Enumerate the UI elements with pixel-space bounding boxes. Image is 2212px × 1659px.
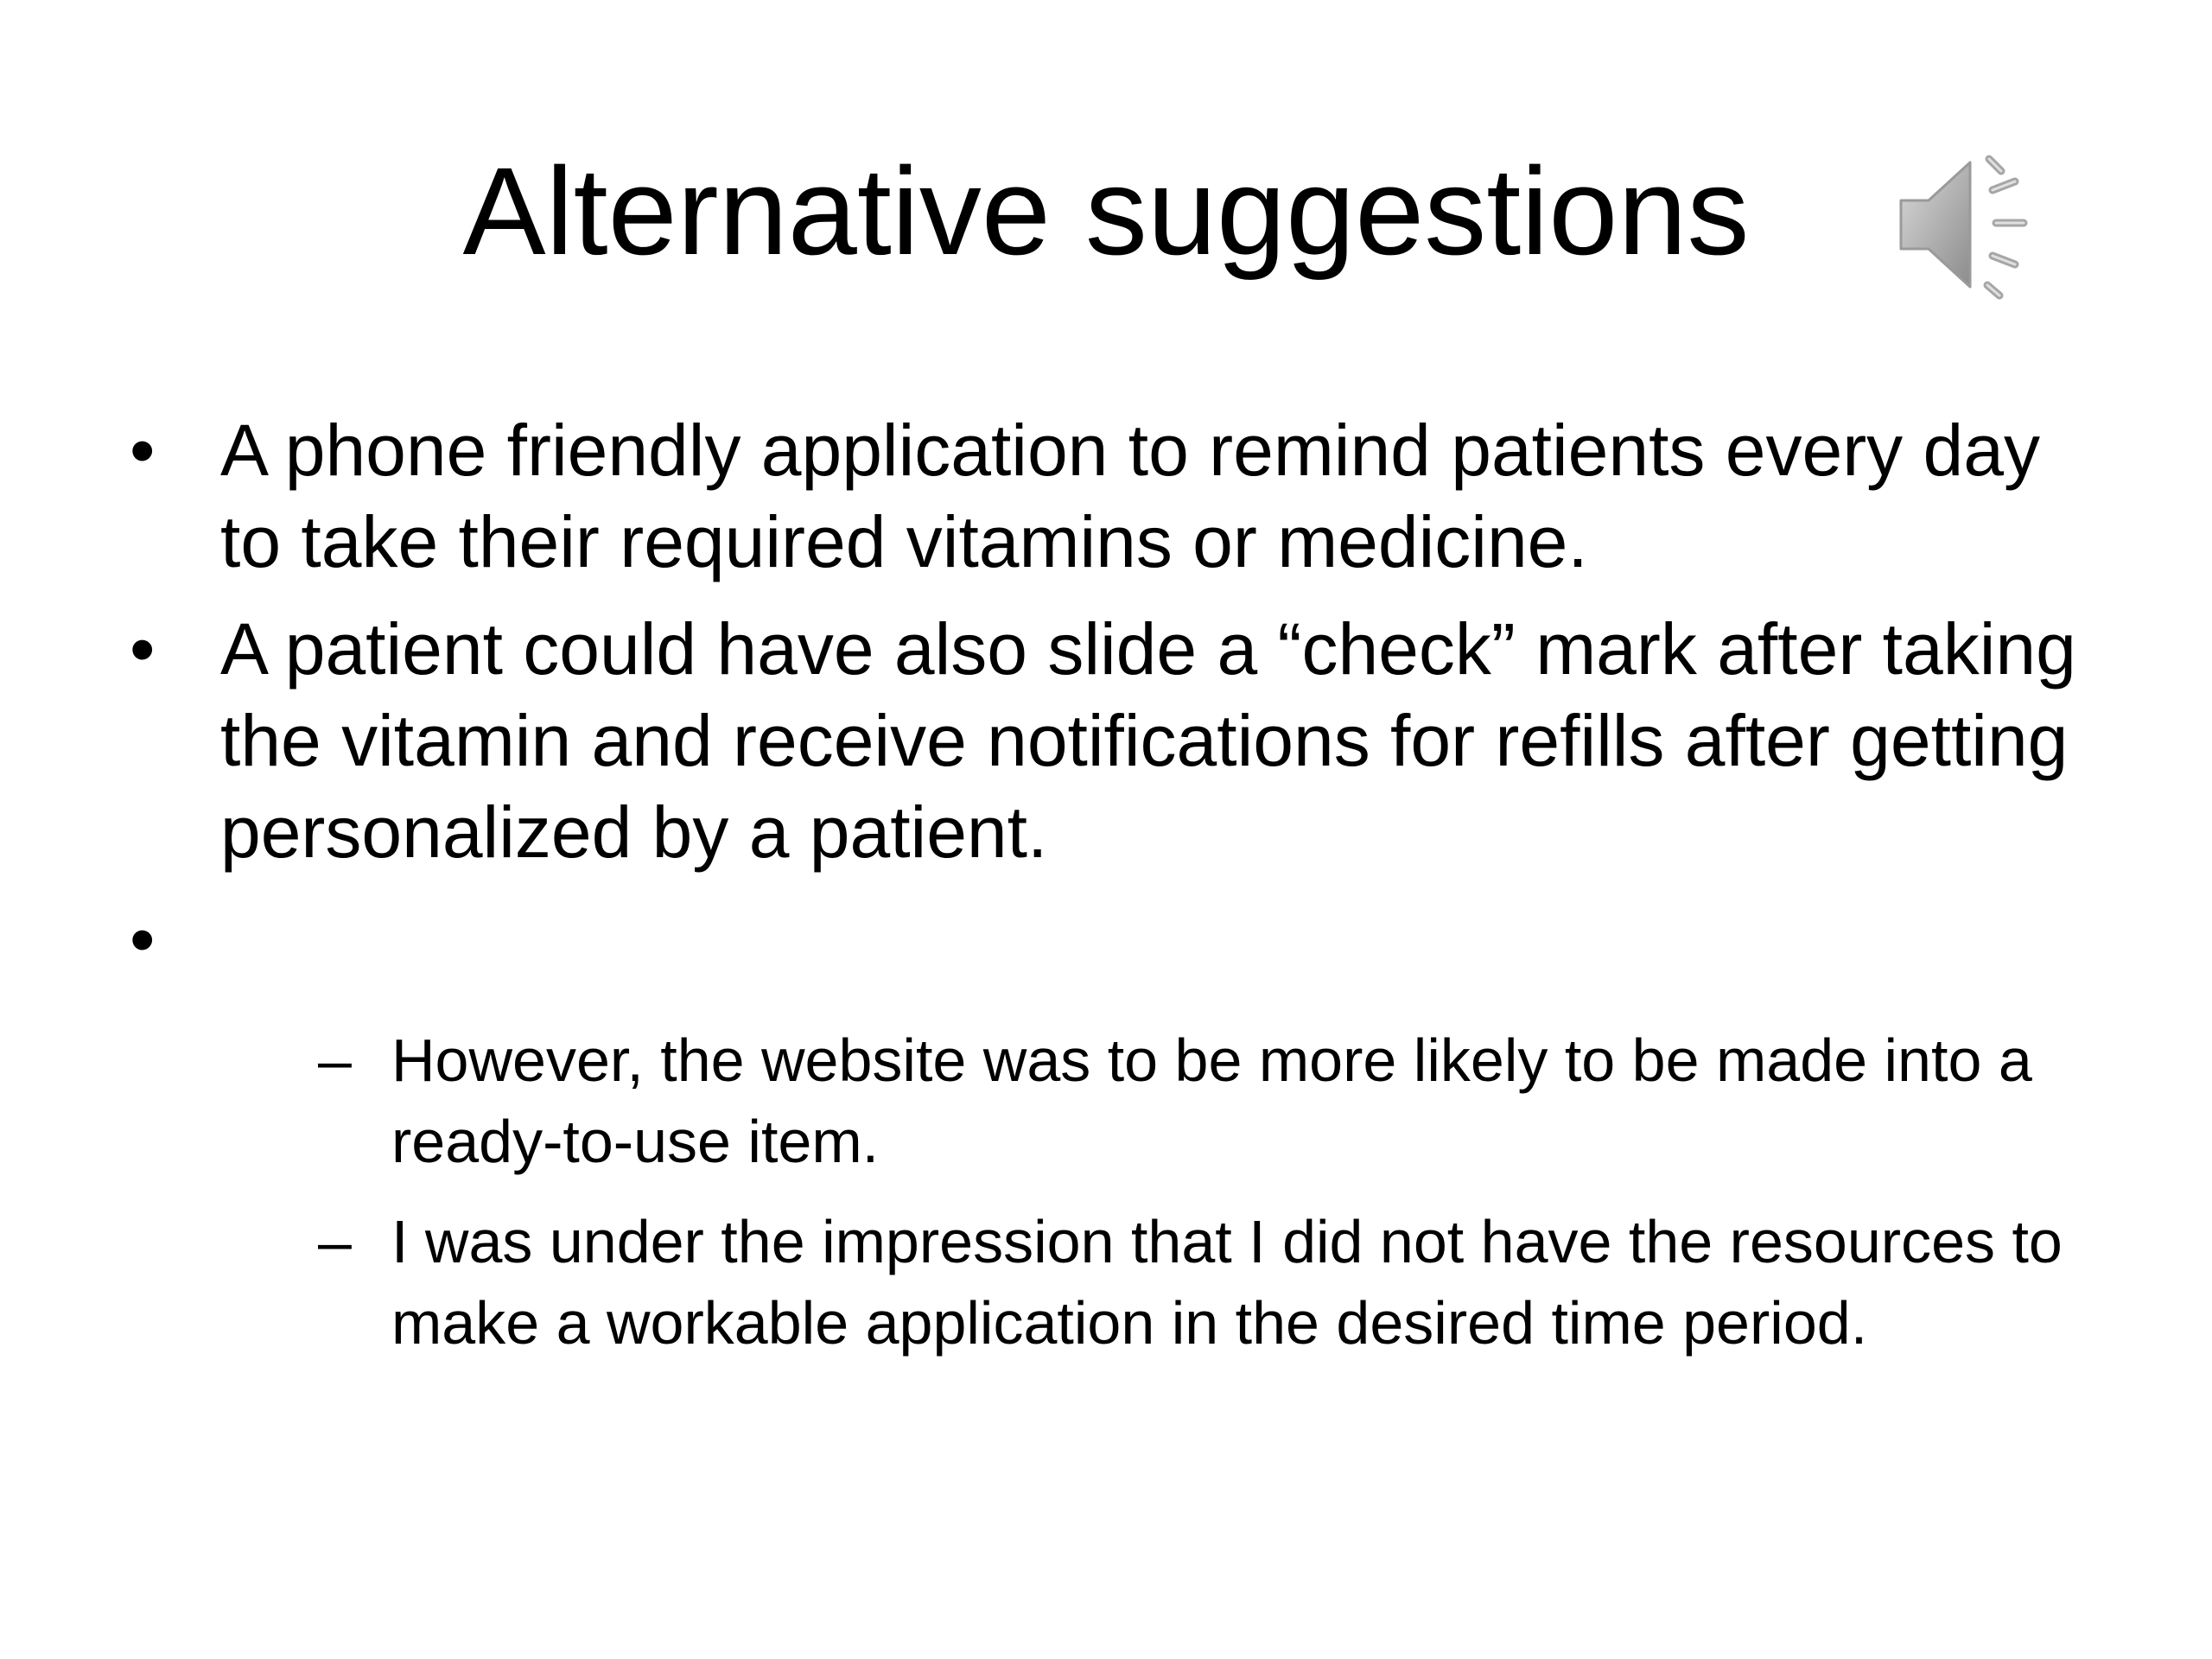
slide-title: Alternative suggestions	[462, 142, 1750, 281]
bullet-marker: •	[130, 608, 156, 690]
sub-bullet-text: However, the website was to be more likely to be made into a ready-to-use item.	[391, 1027, 2032, 1175]
bullet-text: A patient could have also slide a “check” mark after taking the vitamin and receive notifications for refills after getting personalized by a patient.	[220, 608, 2076, 873]
speaker-icon[interactable]	[1884, 147, 2048, 302]
bullet-text: A phone friendly application to remind patients every day to take their required vitamins or medicine.	[220, 410, 2040, 582]
bullet-item	[130, 404, 2082, 588]
sub-bullet-item	[318, 1020, 2111, 1182]
bullet-marker: •	[130, 410, 156, 491]
bullet-marker: •	[130, 899, 156, 980]
slide-body	[130, 404, 2082, 1382]
sub-bullet-marker: –	[318, 1208, 352, 1275]
bullet-item-empty	[130, 893, 2082, 985]
sub-bullet-text: I was under the impression that I did not have the resources to make a workable application in the desired time period.	[391, 1208, 2063, 1357]
sub-bullet-item	[318, 1201, 2111, 1363]
bullet-item	[130, 603, 2082, 878]
sub-bullet-marker: –	[318, 1027, 352, 1094]
